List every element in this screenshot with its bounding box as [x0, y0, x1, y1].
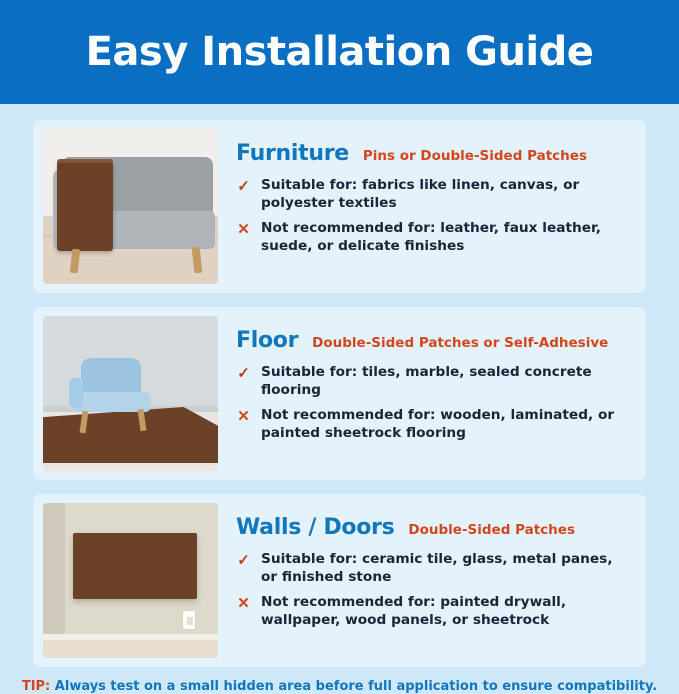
bullet-suitable-floor — [236, 364, 630, 399]
tip-text: Always test on a small hidden area before full application to ensure compatibility. — [54, 679, 658, 694]
section-body-furniture — [218, 129, 636, 263]
section-title-walls-doors: Walls / Doors — [236, 515, 395, 540]
bullet-suitable-walls-doors — [236, 551, 630, 586]
tip-label: TIP: — [21, 679, 51, 694]
bullet-text: Suitable for: tiles, marble, sealed concrete flooring — [261, 364, 592, 398]
section-heading-floor — [236, 328, 630, 353]
section-subtitle-floor: Double-Sided Patches or Self-Adhesive — [312, 335, 609, 351]
section-card-furniture — [33, 120, 646, 293]
bullet-suitable-furniture — [236, 177, 630, 212]
floor-mat-photo — [43, 316, 218, 471]
check-icon: ✓ — [237, 552, 250, 569]
bullet-text: Not recommended for: wooden, laminated, or painted sheetrock flooring — [261, 407, 615, 441]
check-icon: ✓ — [237, 178, 250, 195]
section-heading-walls-doors — [236, 515, 630, 540]
section-card-walls-doors — [33, 494, 646, 667]
tip-note — [0, 667, 679, 694]
section-subtitle-furniture: Pins or Double-Sided Patches — [362, 148, 587, 164]
bullet-not-recommended-walls-doors — [236, 594, 630, 629]
cross-icon: ✕ — [237, 408, 250, 425]
page-header — [0, 0, 679, 104]
section-subtitle-walls-doors: Double-Sided Patches — [408, 522, 575, 538]
bullet-text: Not recommended for: leather, faux leather, suede, or delicate finishes — [261, 220, 601, 254]
bullet-not-recommended-floor — [236, 407, 630, 442]
cross-icon: ✕ — [237, 221, 250, 238]
check-icon: ✓ — [237, 365, 250, 382]
sections-container — [0, 104, 679, 667]
furniture-sofa-photo — [43, 129, 218, 284]
section-heading-furniture — [236, 141, 630, 166]
bullet-text: Suitable for: ceramic tile, glass, metal panes, or finished stone — [261, 551, 613, 585]
section-title-furniture: Furniture — [236, 141, 349, 166]
bullet-not-recommended-furniture — [236, 220, 630, 255]
bullet-text: Suitable for: fabrics like linen, canvas, or polyester textiles — [261, 177, 580, 211]
section-body-walls-doors — [218, 503, 636, 637]
section-body-floor — [218, 316, 636, 450]
section-title-floor: Floor — [236, 328, 299, 353]
cross-icon: ✕ — [237, 595, 250, 612]
wall-panel-photo — [43, 503, 218, 658]
bullet-text: Not recommended for: painted drywall, wallpaper, wood panels, or sheetrock — [261, 594, 567, 628]
page-title: Easy Installation Guide — [85, 29, 594, 75]
section-card-floor — [33, 307, 646, 480]
